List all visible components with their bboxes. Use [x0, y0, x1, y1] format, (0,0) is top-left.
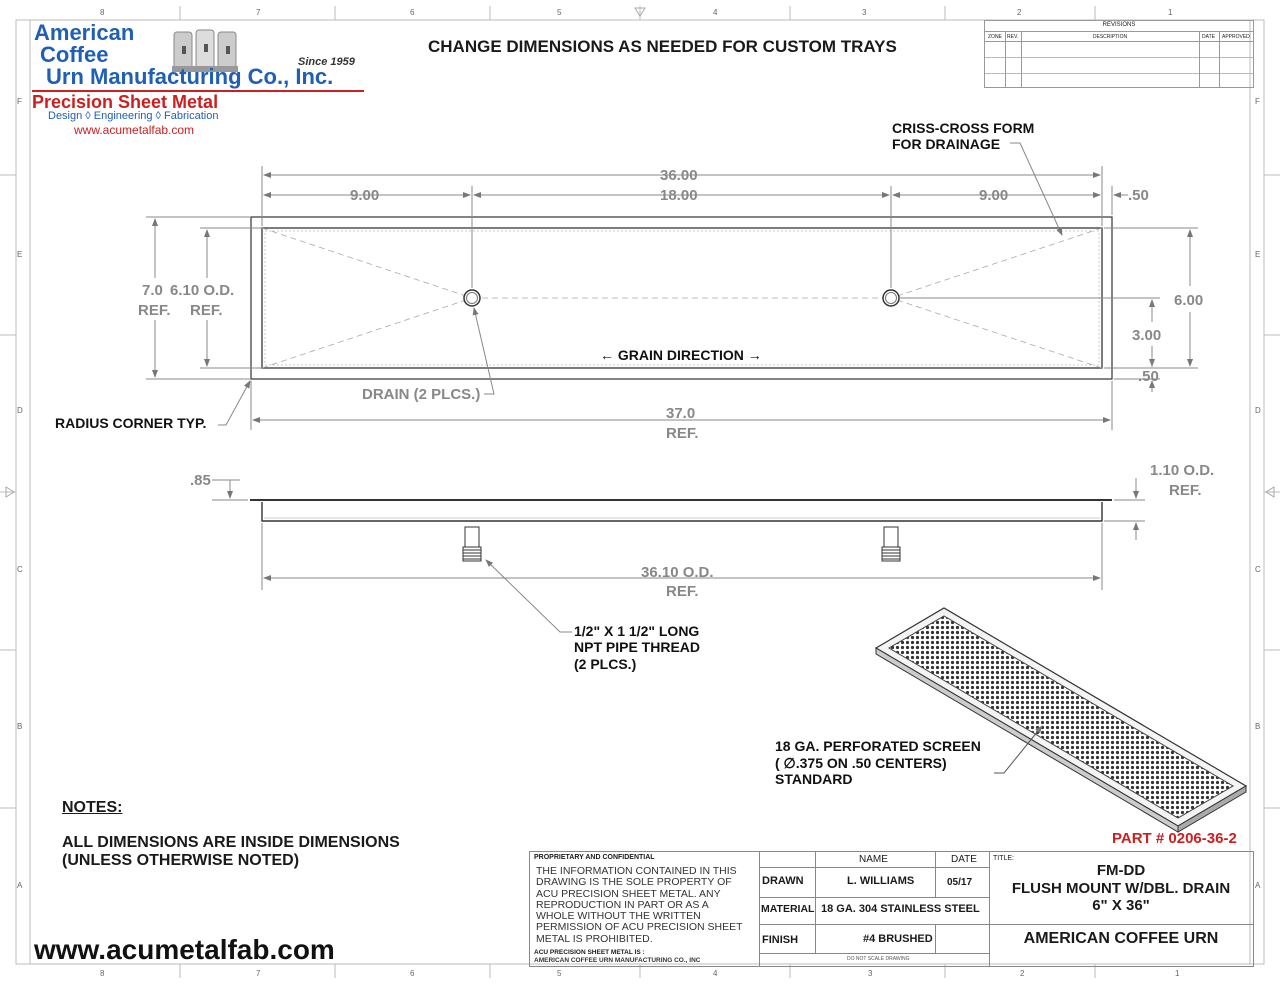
zone-label: 2 [1017, 8, 1022, 17]
zone-label: C [1255, 565, 1261, 574]
acu-company: AMERICAN COFFEE URN MANUFACTURING CO., INC [534, 957, 701, 964]
zone-label: 1 [1175, 969, 1180, 978]
dim-drain-height-3: 3.00 [1132, 327, 1162, 344]
zone-label: 8 [100, 8, 105, 17]
title-block [529, 851, 1254, 967]
logo-since: Since 1959 [298, 56, 355, 68]
notes-line-2: (UNLESS OTHERWISE NOTED) [62, 852, 300, 869]
dim-inner-height-6: 6.00 [1174, 292, 1204, 309]
proprietary-title: PROPRIETARY AND CONFIDENTIAL [534, 854, 655, 861]
zone-label: A [1255, 881, 1261, 890]
zone-label: F [17, 97, 22, 106]
part-number: PART # 0206-36-2 [1112, 830, 1237, 847]
finish-label: FINISH [762, 934, 799, 946]
title-line-2: FLUSH MOUNT W/DBL. DRAIN [1011, 880, 1231, 897]
pipe-thread-label-1: 1/2" X 1 1/2" LONG [574, 623, 700, 639]
rev-col-approved: APPROVED [1222, 34, 1250, 40]
zone-label: D [17, 406, 23, 415]
zone-label: 3 [868, 969, 873, 978]
drawn-label: DRAWN [762, 875, 804, 887]
zone-label: F [1255, 97, 1260, 106]
zone-label: 1 [1168, 8, 1173, 17]
rev-col-rev: REV. [1007, 34, 1019, 40]
notes-line-1: ALL DIMENSIONS ARE INSIDE DIMENSIONS [62, 834, 400, 851]
dim-height-ref-7: 7.0 [142, 282, 163, 299]
logo-tagline: Design ◊ Engineering ◊ Fabrication [48, 110, 219, 122]
proprietary-section [530, 852, 760, 966]
logo-line-3: Urn Manufacturing Co., Inc. [46, 64, 334, 89]
zone-label: 2 [1020, 969, 1025, 978]
dim-depth-85: .85 [190, 472, 211, 489]
dim-od-height-110: 1.10 O.D. [1150, 462, 1215, 479]
rev-col-zone: ZONE [988, 34, 1002, 40]
zone-label: E [1255, 250, 1261, 259]
revisions-title: REVISIONS [1102, 22, 1136, 28]
screen-note-2: ( ∅.375 ON .50 CENTERS) [775, 755, 947, 771]
material-value: 18 GA. 304 STAINLESS STEEL [821, 903, 980, 915]
grain-direction-label: ← GRAIN DIRECTION → [600, 347, 762, 363]
date-header: DATE [951, 854, 977, 865]
name-header: NAME [859, 854, 888, 865]
tray-side-view [250, 500, 1112, 561]
zone-label: D [1255, 406, 1261, 415]
dim-od-610: 6.10 O.D. [170, 282, 235, 299]
zone-label: B [17, 722, 23, 731]
header-note: CHANGE DIMENSIONS AS NEEDED FOR CUSTOM TRAYS [428, 37, 897, 56]
proprietary-text: THE INFORMATION CONTAINED IN THIS DRAWING IS THE SOLE PROPERTY OF ACU PRECISION SHEET METAL. ANY REPRODUCTION IN PART OR AS A WHOLE WITHOUT THE WRITTEN PERMISSION OF ACU PRECISION SHEET METAL IS PROHIBITED. [536, 865, 743, 945]
perforated-screen-isometric [876, 608, 1246, 832]
logo-url[interactable]: www.acumetalfab.com [74, 123, 195, 137]
dim-flange-50: .50 [1128, 187, 1149, 204]
zone-label: 8 [100, 969, 105, 978]
criss-cross-label-2: FOR DRAINAGE [892, 136, 1001, 152]
acu-line: ACU PRECISION SHEET METAL IS : [534, 949, 645, 956]
rev-col-description: DESCRIPTION [1092, 34, 1128, 40]
logo-precision: Precision Sheet Metal [32, 92, 219, 112]
notes-title: NOTES: [62, 799, 123, 816]
pipe-thread-label-2: NPT PIPE THREAD [574, 639, 701, 655]
zone-label: 5 [557, 8, 562, 17]
title-label: TITLE: [993, 855, 1015, 862]
rev-col-date: DATE [1202, 34, 1215, 40]
zone-label: 7 [256, 8, 261, 17]
title-line-3: 6" X 36" [1092, 897, 1150, 914]
screen-note-1: 18 GA. PERFORATED SCREEN [775, 738, 981, 754]
zone-label: 7 [256, 969, 261, 978]
title-line-1: FM-DD [1096, 862, 1146, 879]
logo-line-2: Coffee [40, 42, 109, 67]
dim-od-length-3610: 36.10 O.D. [641, 564, 714, 581]
dim-height-ref-label: REF. [138, 302, 171, 319]
zone-label: 5 [557, 969, 562, 978]
finish-value: #4 BRUSHED [863, 933, 933, 945]
pipe-thread-left [463, 527, 481, 561]
dim-center-18: 18.00 [660, 187, 698, 204]
dim-left-9: 9.00 [350, 187, 380, 204]
dim-od-height-ref: REF. [1169, 482, 1202, 499]
footer-url[interactable]: www.acumetalfab.com [34, 934, 335, 965]
zone-label: 4 [713, 969, 718, 978]
criss-cross-label-1: CRISS-CROSS FORM [892, 120, 1035, 136]
dim-right-9: 9.00 [979, 187, 1009, 204]
do-not-scale: DO NOT SCALE DRAWING [847, 956, 910, 962]
dim-od-length-ref: REF. [666, 583, 699, 600]
dim-length-ref-37: 37.0 [666, 405, 696, 422]
zone-label: 6 [410, 8, 415, 17]
pipe-thread-label-3: (2 PLCS.) [574, 656, 637, 672]
zone-label: 3 [862, 8, 867, 17]
drawn-date: 05/17 [947, 877, 973, 888]
drawn-name: L. WILLIAMS [847, 875, 915, 887]
dim-bottom-50: .50 [1138, 368, 1159, 385]
zone-label: 6 [410, 969, 415, 978]
radius-corner-label: RADIUS CORNER TYP. [55, 415, 207, 431]
dim-overall-36: 36.00 [660, 167, 698, 184]
logo-line-1: American [34, 20, 135, 45]
zone-label: E [17, 250, 23, 259]
drain-label: DRAIN (2 PLCS.) [362, 386, 481, 403]
dim-od-ref: REF. [190, 302, 223, 319]
screen-note-3: STANDARD [775, 771, 853, 787]
zone-label: C [17, 565, 23, 574]
company-name: AMERICAN COFFEE URN [1023, 930, 1219, 947]
dim-length-ref-label: REF. [666, 425, 699, 442]
pipe-thread-right [882, 527, 900, 561]
material-label: MATERIAL [761, 903, 815, 915]
zone-label: B [1255, 722, 1261, 731]
zone-label: A [17, 881, 23, 890]
zone-label: 4 [713, 8, 718, 17]
